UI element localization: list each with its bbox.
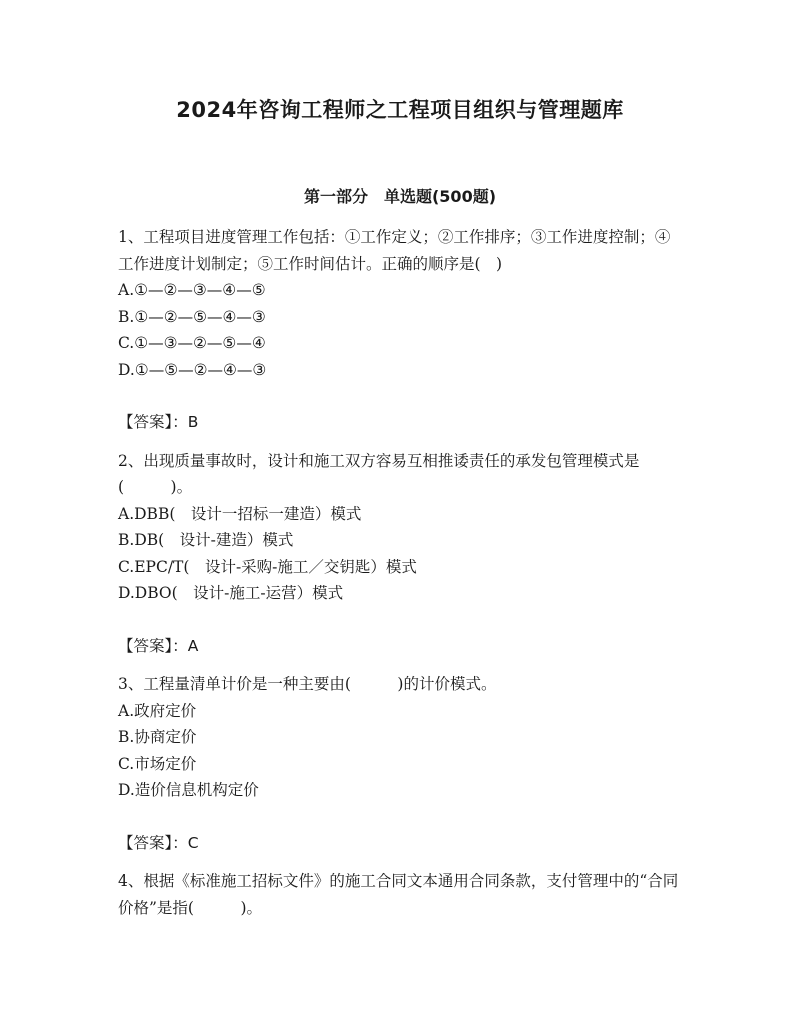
option-d: D.DBO( 设计-施工-运营）模式 <box>118 584 344 602</box>
question-1 <box>118 224 683 436</box>
option-d: D.造价信息机构定价 <box>118 781 259 799</box>
option-a: A.政府定价 <box>118 701 197 720</box>
option-a: A.DBB( 设计一招标一建造）模式 <box>118 504 362 523</box>
option-a: A.①—②—③—④—⑤ <box>118 281 266 299</box>
document-title: 2024年咨询工程师之工程项目组织与管理题库 <box>176 98 624 122</box>
answer-label: 【答案】：C <box>118 833 199 852</box>
question-3 <box>118 671 683 856</box>
answer-label: 【答案】：A <box>118 636 199 655</box>
answer-label: 【答案】：B <box>118 413 199 431</box>
option-b: B.协商定价 <box>118 728 197 746</box>
question-2 <box>118 448 683 660</box>
question-list <box>118 224 683 921</box>
question-stem: 2、出现质量事故时，设计和施工双方容易互相推诿责任的承发包管理模式是( )。 <box>118 451 640 496</box>
question-stem: 3、工程量清单计价是一种主要由( )的计价模式。 <box>118 675 497 693</box>
option-b: B.①—②—⑤—④—③ <box>118 307 266 326</box>
question-stem: 4、根据《标准施工招标文件》的施工合同文本通用合同条款，支付管理中的“合同价格”是指( )。 <box>118 872 679 917</box>
question-4 <box>118 868 683 921</box>
option-c: C.①—③—②—⑤—④ <box>118 334 266 352</box>
option-c: C.市场定价 <box>118 754 197 773</box>
option-b: B.DB( 设计-建造）模式 <box>118 531 294 549</box>
section-heading: 第一部分 单选题(500题) <box>303 187 497 206</box>
option-c: C.EPC/T( 设计-采购-施工／交钥匙）模式 <box>118 557 417 576</box>
option-d: D.①—⑤—②—④—③ <box>118 360 267 379</box>
question-stem: 1、工程项目进度管理工作包括：①工作定义；②工作排序；③工作进度控制；④工作进度计划制定；⑤工作时间估计。正确的顺序是( ) <box>118 228 671 273</box>
